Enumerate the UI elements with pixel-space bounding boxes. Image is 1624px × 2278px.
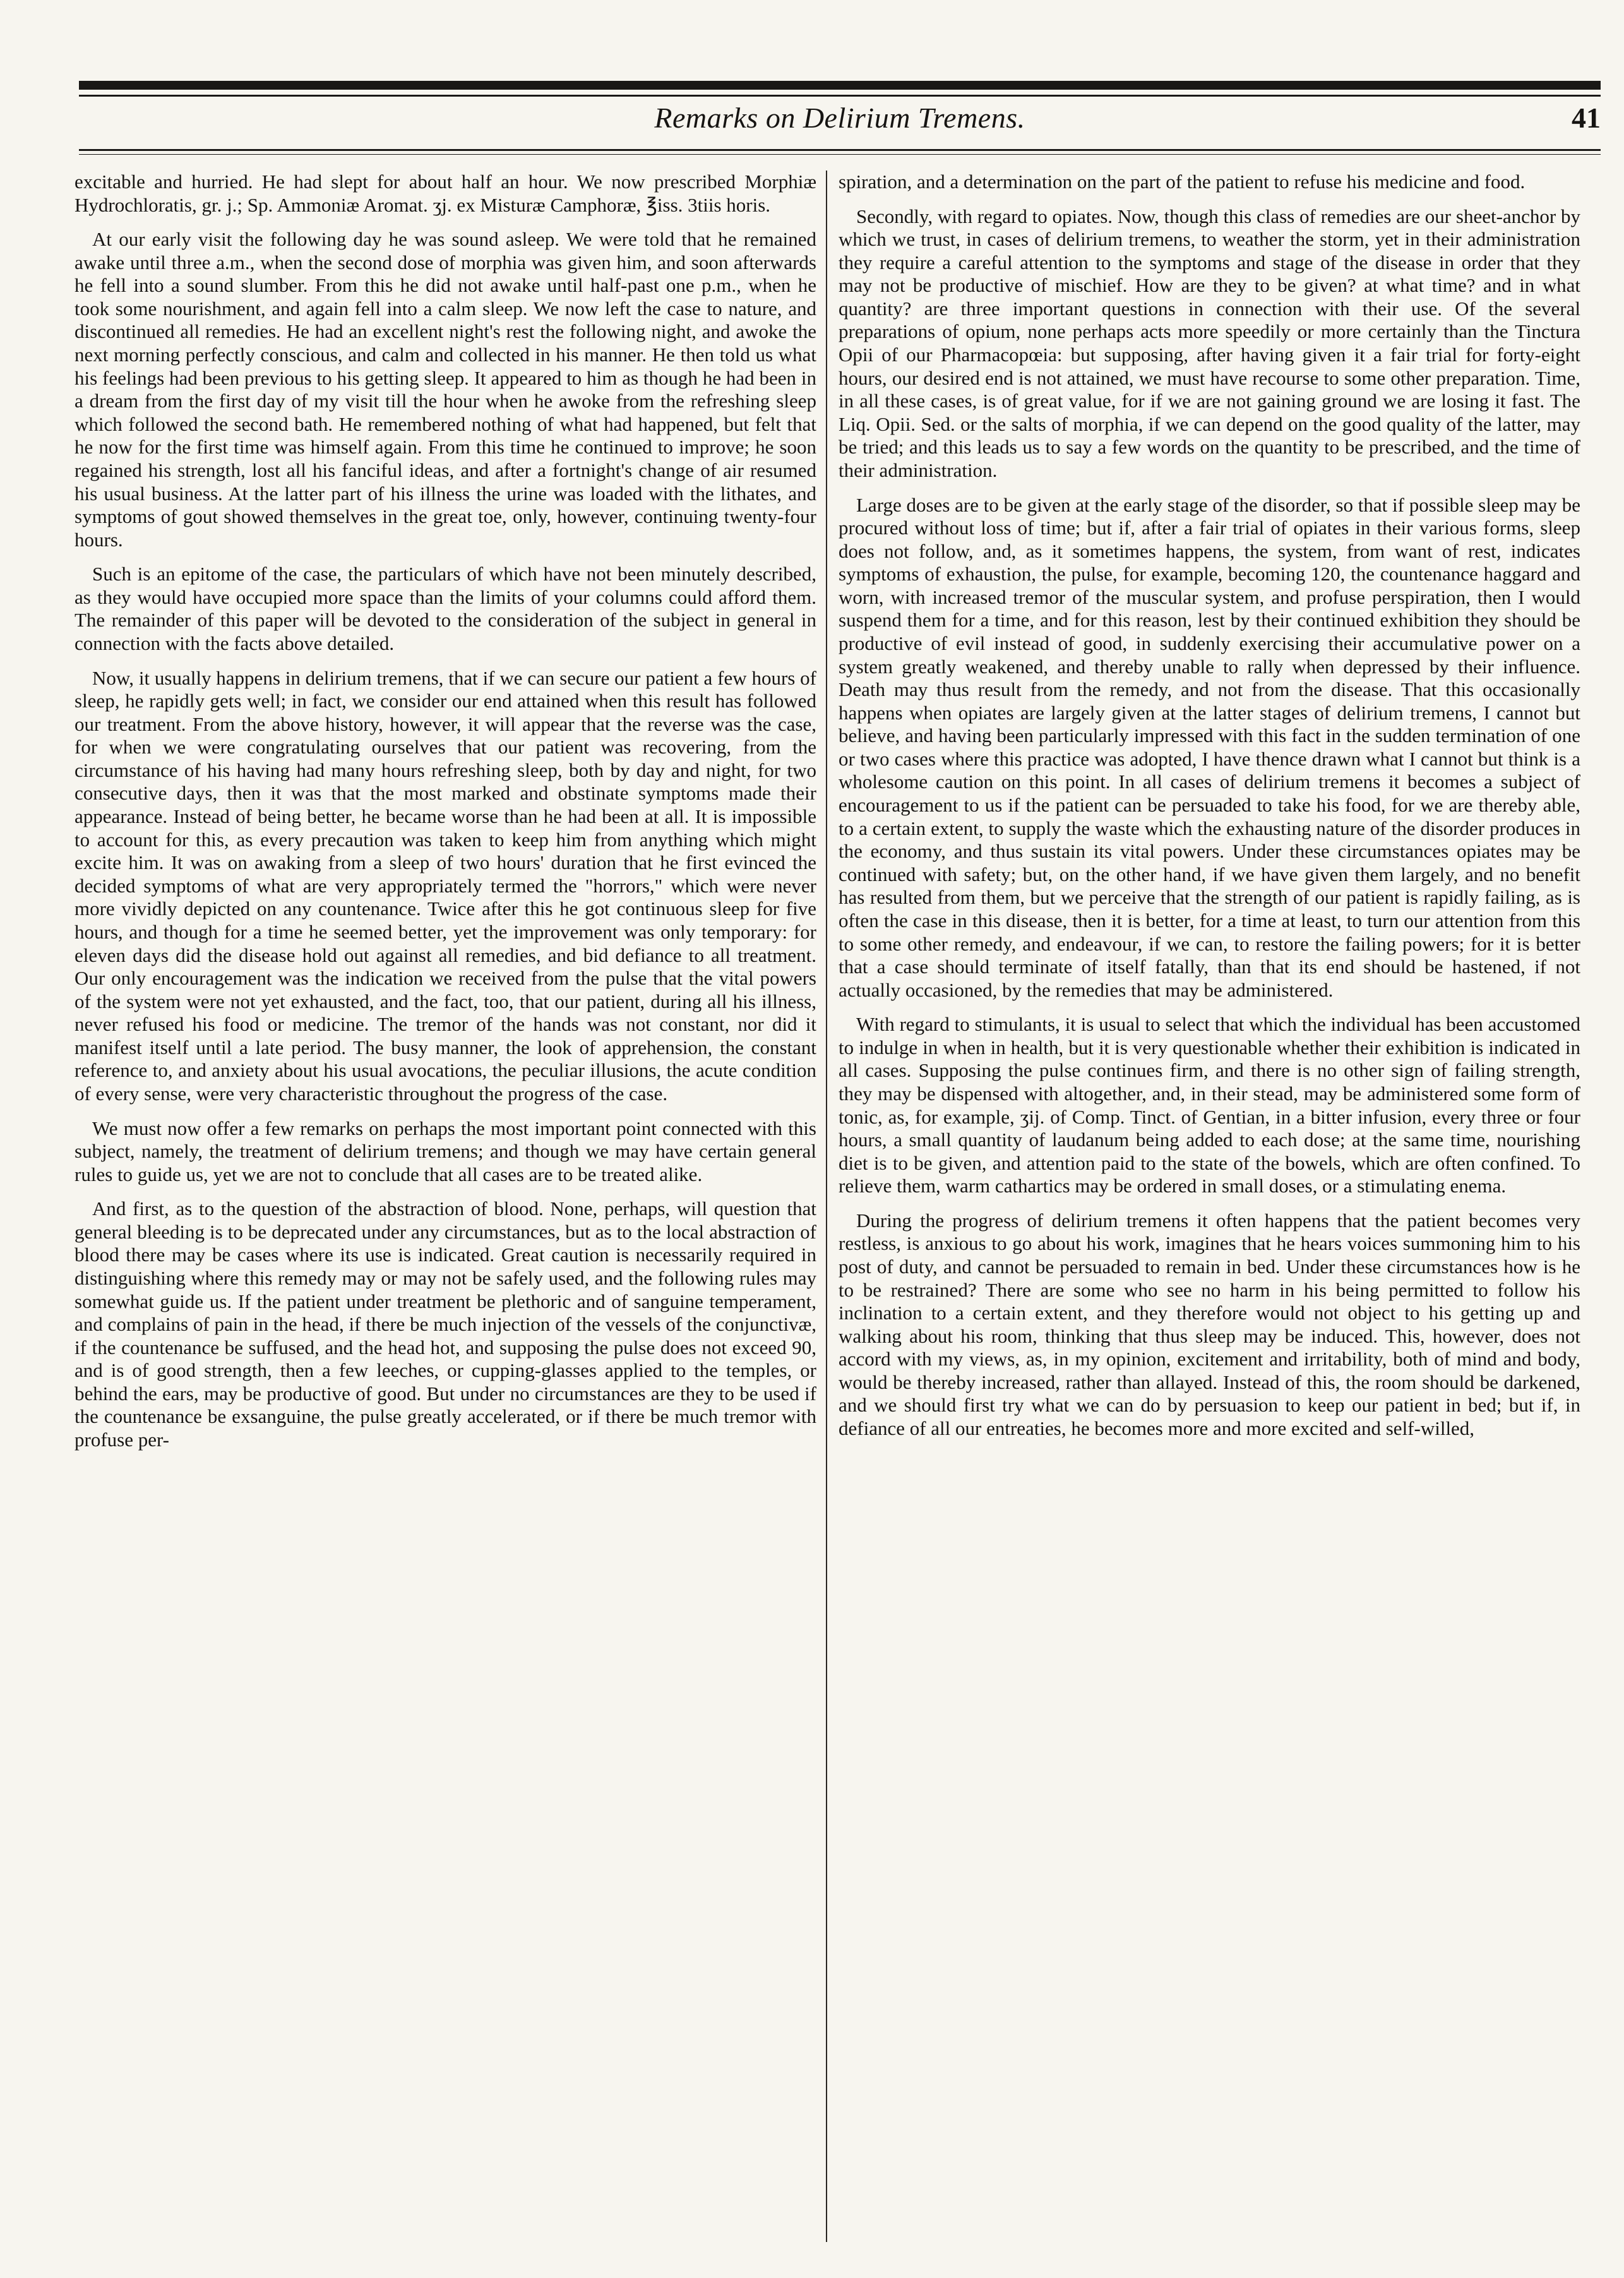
column-divider	[826, 171, 827, 2242]
paragraph: With regard to stimulants, it is usual to select that which the individual has been accustomed to indulge in when in health, but it is very questionable whether their exhibition is indicated in all cases. Supposing the pulse continues firm, and there is no other sign of failing strength, they may be dispensed with altogether, and, in their stead, may be administered some form of tonic, as, for example, ʒij. of Comp. Tinct. of Gentian, in a bitter infusion, every three or four hours, a small quantity of laudanum being added to each dose; at the same time, nourishing diet is to be given, and attention paid to the state of the bowels, which are often confined. To relieve them, warm cathartics may be ordered in small doses, or a stimulating enema.	[839, 1013, 1580, 1197]
running-header	[79, 101, 1601, 145]
paragraph: Now, it usually happens in delirium tremens, that if we can secure our patient a few hours of sleep, he rapidly gets well; in fact, we consider our end attained when this result has followed our treatment. From the above history, however, it will appear that the reverse was the case, for when we were congratulating ourselves that our patient was recovering, from the circumstance of his having had many hours refreshing sleep, both by day and night, for two consecutive days, then it was that the most marked and obstinate symptoms made their appearance. Instead of being better, he became worse than he had been at all. It is impossible to account for this, as every precaution was taken to keep him from anything which might excite him. It was on awaking from a sleep of two hours' duration that he first evinced the decided symptoms of what are very appropriately termed the "horrors," which were never more vividly depicted on any countenance. Twice after this he got continuous sleep for five hours, and though for a time he seemed better, yet the improvement was only temporary: for eleven days did the disease hold out against all remedies, and bid defiance to all treatment. Our only encouragement was the indication we received from the pulse that the vital powers of the system were not yet exhausted, and the fact, too, that our patient, during all his illness, never refused his food or medicine. The tremor of the hands was not constant, nor did it manifest itself until a late period. The busy manner, the look of apprehension, the constant reference to, and anxiety about his usual avocations, the peculiar illusions, the acute condition of every sense, were very characteristic throughout the progress of the case.	[75, 666, 816, 1105]
paragraph: Such is an epitome of the case, the particulars of which have not been minutely described, as they would have occupied more space than the limits of your columns could afford them. The remainder of this paper will be devoted to the consideration of the subject in general in connection with the facts above detailed.	[75, 563, 816, 654]
paragraph: At our early visit the following day he was sound asleep. We were told that he remained awake until three a.m., when the second dose of morphia was given him, and soon afterwards he fell into a sound slumber. From this he did not awake until half-past one p.m., when he took some nourishment, and again fell into a calm sleep. We now left the case to nature, and discontinued all remedies. He had an excellent night's rest the following night, and awoke the next morning perfectly conscious, and calm and collected in his manner. He then told us what his feelings had been previous to his getting sleep. It appeared to him as though he had been in a dream from the first day of my visit till the hour when he awoke from the refreshing sleep which followed the second bath. He remembered nothing of what had happened, but felt that he now for the first time was himself again. From this time he continued to improve; he soon regained his strength, lost all his fanciful ideas, and after a fortnight's change of air resumed his usual business. At the latter part of his illness the urine was loaded with the lithates, and symptoms of gout showed themselves in the great toe, only, however, continuing twenty-four hours.	[75, 228, 816, 551]
right-column	[839, 171, 1580, 2255]
paragraph: excitable and hurried. He had slept for about half an hour. We now prescribed Morphiæ Hydrochloratis, gr. j.; Sp. Ammoniæ Aromat. ʒj. ex Misturæ Camphoræ, ℥iss. 3tiis horis.	[75, 171, 816, 216]
running-title: Remarks on Delirium Tremens.	[654, 102, 1025, 134]
page-number: 41	[1572, 102, 1601, 134]
header-thick-rule	[79, 81, 1601, 90]
paragraph: We must now offer a few remarks on perhaps the most important point connected with this subject, namely, the treatment of delirium tremens; and though we may have certain general rules to guide us, yet we are not to conclude that all cases are to be treated alike.	[75, 1117, 816, 1185]
paragraph: Secondly, with regard to opiates. Now, though this class of remedies are our sheet-anchor by which we trust, in cases of delirium tremens, to weather the storm, yet in their administration they require a careful attention to the symptoms and stage of the disease in order that they may not be productive of mischief. How are they to be given? at what time? and in what quantity? are three important questions in connection with their use. Of the several preparations of opium, none perhaps acts more speedily or more certainly than the Tinctura Opii of our Pharmacopœia: but supposing, after having given it a fair trial for forty-eight hours, our desired end is not attained, we must have recourse to some other preparation. Time, in all these cases, is of great value, for if we are not gaining ground we are losing it fast. The Liq. Opii. Sed. or the salts of morphia, if we can depend on the good quality of the latter, may be tried; and this leads us to say a few words on the quantity to be prescribed, and the time of their administration.	[839, 205, 1580, 481]
paragraph: And first, as to the question of the abstraction of blood. None, perhaps, will question that general bleeding is to be deprecated under any circumstances, but as to the local abstraction of blood there may be cases where its use is indicated. Great caution is necessarily required in distinguishing where this remedy may or may not be safely used, and the following rules may somewhat guide us. If the patient under treatment be plethoric and of sanguine temperament, and complains of pain in the head, if there be much injection of the vessels of the conjunctivæ, if the countenance be suffused, and the head hot, and supposing the pulse does not exceed 90, and is of good strength, then a few leeches, or cupping-glasses applied to the temples, or behind the ears, may be productive of good. But under no circumstances are they to be used if the countenance be exsanguine, the pulse greatly accelerated, or if there be much tremor with profuse per-	[75, 1197, 816, 1451]
header-thin-rule	[79, 95, 1601, 97]
header-bottom-rule	[79, 149, 1601, 151]
paragraph: spiration, and a determination on the part of the patient to refuse his medicine and food.	[839, 171, 1525, 193]
paragraph: During the progress of delirium tremens it often happens that the patient becomes very restless, is anxious to go about his work, imagines that he hears voices summoning him to his post of duty, and cannot be persuaded to remain in bed. Under these circumstances how is he to be restrained? There are some who see no harm in his being permitted to follow his inclination to a certain extent, and they therefore would not object to his getting up and walking about his room, thinking that thus sleep may be induced. This, however, does not accord with my views, as, in my opinion, excitement and irritability, both of mind and body, would be thereby increased, rather than allayed. Instead of this, the room should be darkened, and we should first try what we can do by persuasion to keep our patient in bed; but if, in defiance of all our entreaties, he becomes more and more excited and self-willed,	[839, 1209, 1580, 1440]
header-bottom-rule-thin	[79, 154, 1601, 155]
left-column	[75, 171, 816, 2255]
paragraph: Large doses are to be given at the early stage of the disorder, so that if possible sleep may be procured without loss of time; but if, after a fair trial of opiates in their various forms, sleep does not follow, and, as it sometimes happens, the system, from want of rest, indicates symptoms of exhaustion, the pulse, for example, becoming 120, the countenance haggard and worn, with increased tremor of the muscular system, and profuse perspiration, then I would suspend them for a time, and for this reason, lest by their continued exhibition they should be productive of evil instead of good, in suddenly exercising their accumulative power on a system greatly weakened, and thereby unable to rally when depressed by their influence. Death may thus result from the remedy, and not from the disease. That this occasionally happens when opiates are largely given at the latter stages of delirium tremens, I cannot but believe, and having been particularly impressed with this fact in the sudden termination of one or two cases where this practice was adopted, I have thence drawn what I cannot but think is a wholesome caution on this point. In all cases of delirium tremens it becomes a subject of encouragement to us if the patient can be persuaded to take his food, for we are thereby able, to a certain extent, to supply the waste which the exhausting nature of the disorder produces in the economy, and thus sustain its vital powers. Under these circumstances opiates may be continued with safety; but, on the other hand, if we have given them largely, and no benefit has resulted from them, but we perceive that the strength of our patient is rapidly failing, as is often the case in this disease, then it is better, for a time at least, to turn our attention from this to some other remedy, and endeavour, if we can, to restore the failing powers; for it is better that a case should terminate of itself fatally, than that its end should be hastened, if not actually occasioned, by the remedies that may be administered.	[839, 493, 1580, 1001]
